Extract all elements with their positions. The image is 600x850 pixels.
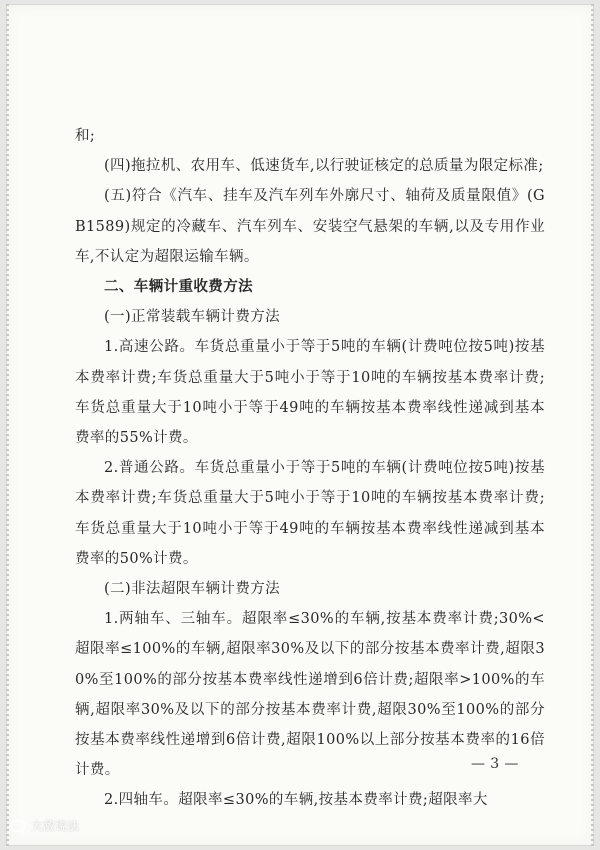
paragraph-continuation: 和; [75, 128, 96, 144]
paragraph-item-5: (五)符合《汽车、挂车及汽车列车外廓尺寸、轴荷及质量限值》(GB1589)规定的冷藏车、汽车列车、安装空气悬架的车辆,以及专用作业车,不认定为超限运输车辆。 [75, 188, 545, 265]
watermark [10, 817, 79, 834]
document-page [6, 4, 594, 846]
speech-bubble-icon [10, 820, 26, 832]
page-number: — 3 — [471, 756, 519, 772]
paragraph-ordinary-road: 2.普通公路。车货总重量小于等于5吨的车辆(计费吨位按5吨)按基本费率计费;车货总重量大于5吨小于等于10吨的车辆按基本费率计费;车货总重量大于10吨小于等于49吨的车辆按基本费率线性递减到基本费率的50%计费。 [75, 460, 545, 567]
right-page-edge [591, 4, 594, 846]
paragraph-four-axle: 2.四轴车。超限率≤30%的车辆,按基本费率计费;超限率大 [104, 792, 488, 809]
section-heading: 二、车辆计重收费方法 [104, 279, 253, 296]
subsection-heading-overload: (二)非法超限车辆计费方法 [104, 581, 281, 598]
watermark-text: 大敌说法 [31, 819, 80, 833]
paragraph-two-three-axle: 1.两轴车、三轴车。超限率≤30%的车辆,按基本费率计费;30%<超限率≤100%的车辆,超限率30%及以下的部分按基本费率计费,超限30%至100%的部分按基本费率线性递增到6倍计费;超限率>100%的车辆,超限率30%及以下的部分按基本费率计费,超限30%至100%的部分按基本费率线性递增到6倍计费,超限100%以上部分按基本费率的16倍计费。 [75, 611, 545, 779]
left-page-edge [6, 4, 9, 846]
paragraph-highway: 1.高速公路。车货总重量小于等于5吨的车辆(计费吨位按5吨)按基本费率计费;车货总重量大于5吨小于等于10吨的车辆按基本费率计费;车货总重量大于10吨小于等于49吨的车辆按基本费率线性递减到基本费率的55%计费。 [75, 339, 545, 447]
document-content [75, 121, 545, 816]
paragraph-item-4: (四)拖拉机、农用车、低速货车,以行驶证核定的总质量为限定标准; [104, 158, 544, 175]
subsection-heading-normal-loading: (一)正常装载车辆计费方法 [104, 309, 281, 326]
